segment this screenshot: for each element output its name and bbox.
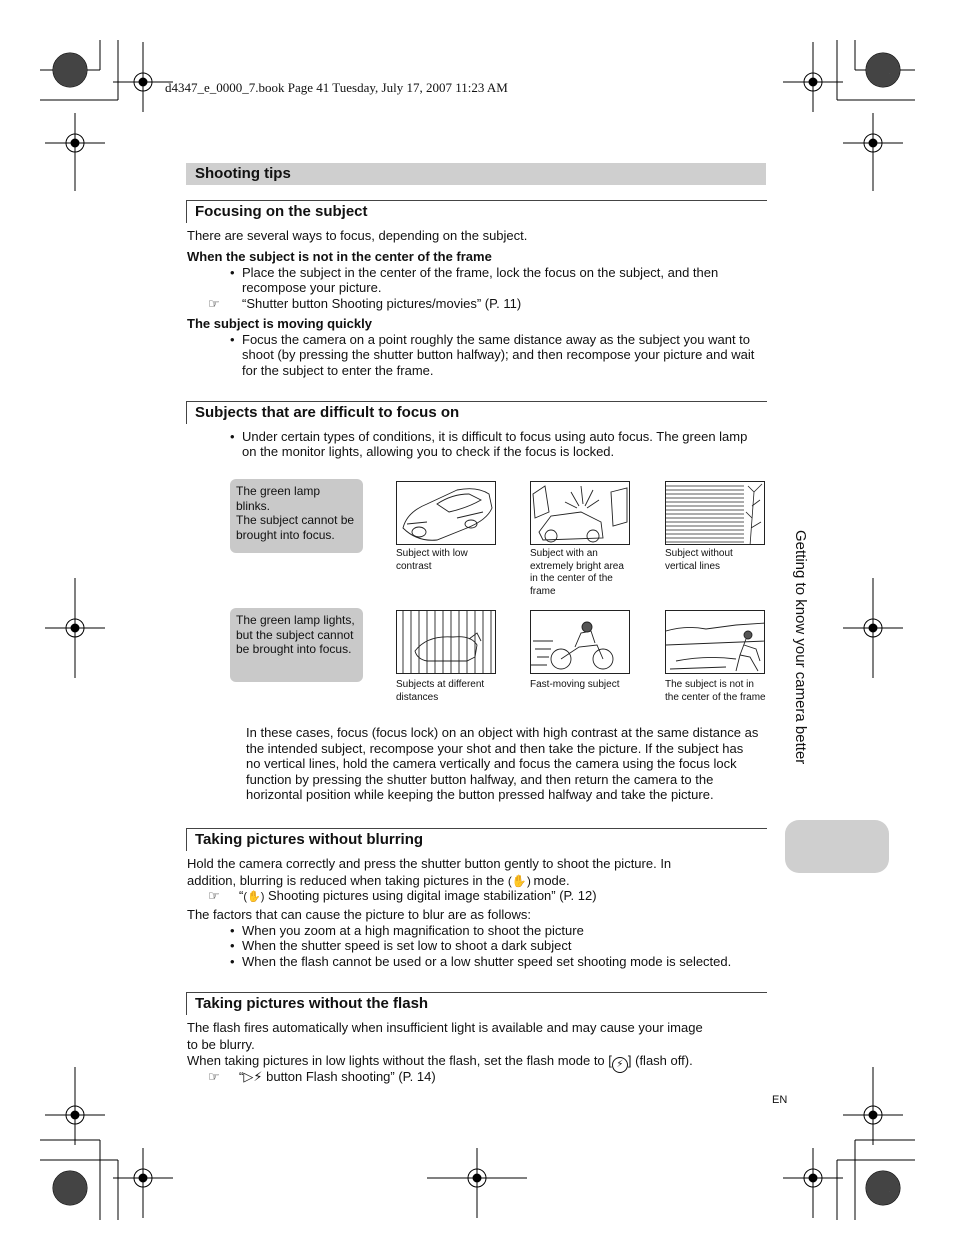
- reference-hand-icon: ☞: [208, 888, 220, 903]
- car-illustration: [396, 481, 496, 545]
- subsection-difficult: [186, 401, 767, 424]
- subsection-title: Subjects that are difficult to focus on: [195, 404, 460, 421]
- section-header: [186, 163, 766, 185]
- caption-bright-area: [530, 548, 635, 598]
- box-line: blinks.: [236, 498, 271, 513]
- caption-no-vertical: [665, 548, 770, 573]
- motorcycle-illustration: [530, 610, 630, 674]
- caption-line: Subject with an: [530, 548, 598, 559]
- stabilization-icon: (✋): [243, 891, 265, 903]
- case2-text-line3: for the subject to enter the frame.: [242, 363, 434, 378]
- caption-distances: [396, 679, 501, 704]
- bullet: •: [230, 265, 235, 280]
- subsection-title: Taking pictures without the flash: [195, 995, 429, 1012]
- subsection-focusing: [186, 200, 767, 223]
- stabilization-icon: (✋): [507, 874, 531, 888]
- focus-lock-note-line4: function by pressing the shutter button halfway, and then return the camera to the: [246, 772, 714, 787]
- caption-line: frame: [530, 585, 556, 597]
- subsection-title: Focusing on the subject: [195, 203, 368, 220]
- box-line: but the subject cannot: [236, 627, 354, 642]
- blurring-text-line1: Hold the camera correctly and press the shutter button gently to shoot the picture. In: [187, 856, 672, 871]
- blur-factor-item: When the shutter speed is set low to shoot a dark subject: [242, 938, 572, 953]
- section-title: Shooting tips: [195, 165, 291, 182]
- status-box-blinks: [230, 479, 363, 553]
- caption-line: extremely bright area: [530, 560, 624, 572]
- box-line: The green lamp: [236, 484, 321, 498]
- caption-line: the center of the frame: [665, 691, 766, 703]
- off-center-subject-illustration: [665, 610, 765, 674]
- bullet: •: [230, 954, 235, 969]
- caption-line: distances: [396, 691, 439, 703]
- case1-text-line1: Place the subject in the center of the frame, lock the focus on the subject, and then: [242, 265, 719, 280]
- subsection-blurring: [186, 828, 767, 851]
- caption-line: Subjects at different: [396, 679, 485, 690]
- case2-text-line2: shoot (by pressing the shutter button halfway); and then recompose your picture and wait: [242, 347, 755, 362]
- chapter-side-label: [785, 530, 815, 810]
- caption-line: Fast-moving subject: [530, 679, 620, 690]
- flash-off-icon: ⚡: [612, 1057, 628, 1073]
- caption-line: in the center of the: [530, 573, 613, 584]
- language-label: EN: [772, 1094, 788, 1106]
- chapter-label-text: Getting to know your camera better: [792, 530, 809, 765]
- blurring-reference: [239, 888, 597, 903]
- blurring-text-part: addition, blurring is reduced when taking pictures in the: [187, 873, 505, 888]
- case1-reference: “Shutter button Shooting pictures/movies” (P. 11): [242, 296, 522, 311]
- bars-tiger-illustration: [396, 610, 496, 674]
- case2-text-line1: Focus the camera on a point roughly the same distance away as the subject you want to: [242, 332, 751, 347]
- status-box-lights: [230, 608, 363, 682]
- reference-text: Shooting pictures using digital image stabilization” (P. 12): [268, 888, 597, 903]
- bullet: •: [230, 332, 235, 347]
- focusing-intro: There are several ways to focus, depending on the subject.: [187, 228, 528, 243]
- blur-factor-item: When you zoom at a high magnification to shoot the picture: [242, 923, 584, 938]
- reference-text: button Flash shooting” (P. 14): [266, 1069, 436, 1084]
- bullet: •: [230, 429, 235, 444]
- caption-line: Subject without: [665, 548, 733, 559]
- caption-line: vertical lines: [665, 560, 721, 572]
- caption-line: The subject is not in: [665, 679, 754, 690]
- focus-lock-note-line2: the intended subject, recompose your shot and then take the picture. If the subject has: [246, 741, 744, 756]
- blur-factor-item: When the flash cannot be used or a low shutter speed set shooting mode is selected.: [242, 954, 732, 969]
- flash-text-line2: to be blurry.: [187, 1037, 255, 1052]
- bullet: •: [230, 938, 235, 953]
- blur-factors-intro: The factors that can cause the picture to blur are as follows:: [187, 907, 531, 922]
- case1-text-line2: recompose your picture.: [242, 280, 382, 295]
- caption-line: Subject with low: [396, 548, 468, 559]
- focus-lock-note-line5: horizontal position while keeping the button pressed halfway and take the picture.: [246, 787, 714, 802]
- focus-lock-note-line3: no vertical lines, hold the camera vertically and focus the camera using the focus lock: [246, 756, 737, 771]
- bullet: •: [230, 923, 235, 938]
- blurring-text-part: mode.: [533, 873, 570, 888]
- quote-mark: “: [239, 1069, 244, 1084]
- print-header: d4347_e_0000_7.book Page 41 Tuesday, July 17, 2007 11:23 AM: [165, 80, 508, 95]
- flash-text-line1: The flash fires automatically when insufficient light is available and may cause your image: [187, 1020, 703, 1035]
- subsection-flash: [186, 992, 767, 1015]
- flash-text-part: ] (flash off).: [627, 1053, 693, 1068]
- caption-not-center: [665, 679, 775, 704]
- flash-text-part: When taking pictures in low lights without the flash, set the flash mode to [: [187, 1053, 612, 1068]
- flash-reference: [239, 1069, 436, 1085]
- caption-fast-moving: [530, 679, 635, 692]
- box-line: The green lamp lights,: [236, 613, 355, 627]
- box-line: be brought into focus.: [236, 642, 352, 656]
- flash-button-icon: ▷⚡: [243, 1069, 263, 1084]
- case1-heading: When the subject is not in the center of the frame: [187, 249, 492, 264]
- box-line: The subject cannot be: [236, 513, 355, 527]
- case2-heading: The subject is moving quickly: [187, 316, 372, 331]
- quote-mark: “: [239, 888, 244, 903]
- reference-hand-icon: ☞: [208, 1069, 220, 1084]
- caption-low-contrast: [396, 548, 501, 573]
- caption-line: contrast: [396, 560, 432, 572]
- bright-center-illustration: [530, 481, 630, 545]
- box-line: brought into focus.: [236, 527, 335, 542]
- subsection-title: Taking pictures without blurring: [195, 831, 424, 848]
- reference-hand-icon: ☞: [208, 296, 220, 311]
- focus-lock-note-line1: In these cases, focus (focus lock) on an object with high contrast at the same distance as: [246, 725, 759, 740]
- chapter-tab: [785, 820, 889, 873]
- horizontal-lines-illustration: [665, 481, 765, 545]
- difficult-text-line2: on the monitor lights, allowing you to check if the focus is locked.: [242, 444, 615, 459]
- difficult-text-line1: Under certain types of conditions, it is difficult to focus using auto focus. The green lamp: [242, 429, 748, 444]
